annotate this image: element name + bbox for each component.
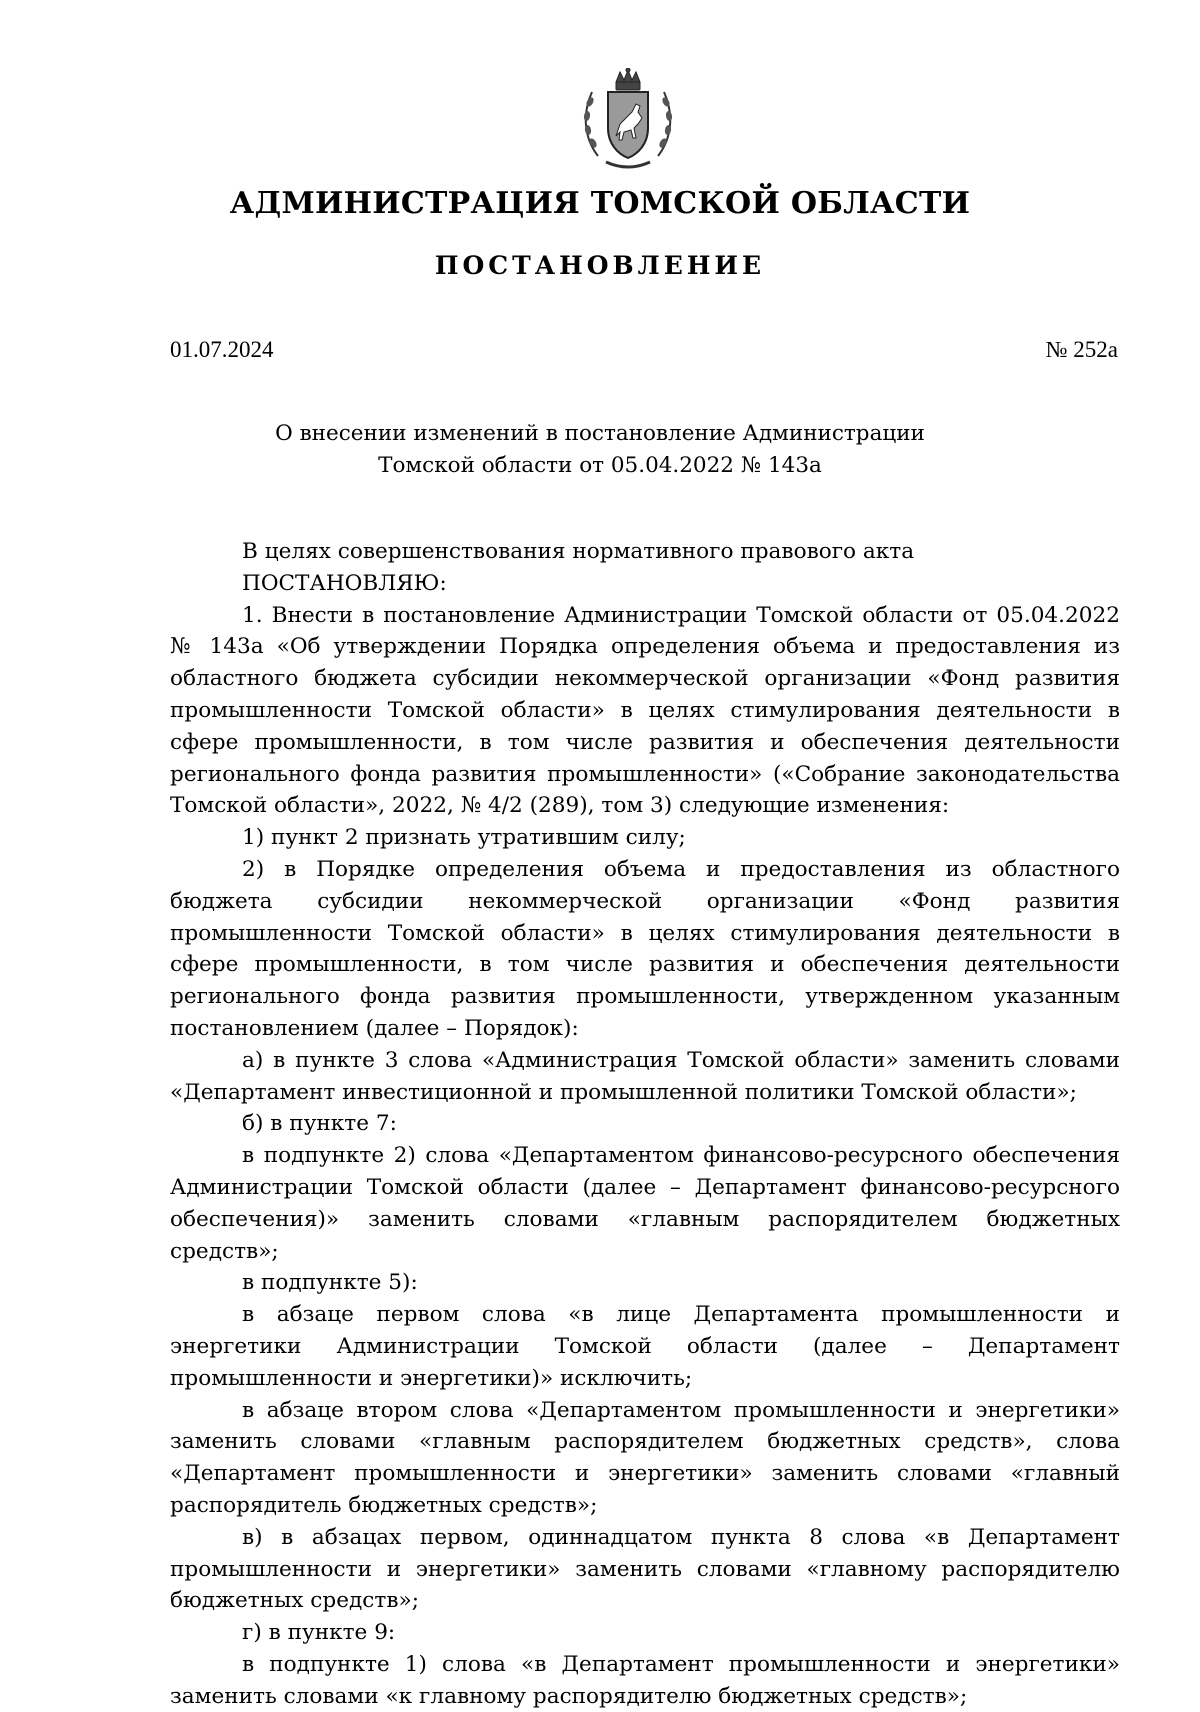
document-date: 01.07.2024 [170,337,274,362]
subject-line-2: Томской области от 05.04.2022 № 143а [378,453,822,478]
tomsk-coat-of-arms-icon [576,68,680,174]
organization-title: АДМИНИСТРАЦИЯ ТОМСКОЙ ОБЛАСТИ [229,186,971,221]
paragraph-abzac-1: в абзаце первом слова «в лице Департамента промышленности и энергетики Администрации Томской области (далее – Департамент промышленности и энергетики)» исключить; [170,1302,1120,1391]
paragraph-subitem-2: 2) в Порядке определения объема и предоставления из областного бюджета субсидии некоммерческой организации «Фонд развития промышленности Томской области» в целях стимулирования деятельности в сфере промышленности, в том числе развития и обеспечения деятельности регионального фонда развития промышленности, утвержденном указанным постановлением (далее – Порядок): [170,856,1120,1041]
paragraph-subitem-a: а) в пункте 3 слова «Администрация Томской области» заменить словами «Департамент инвестиционной и промышленной политики Томской области»; [170,1047,1120,1105]
paragraph-subitem-v: в) в абзацах первом, одиннадцатом пункта 8 слова «в Департамент промышленности и энергетики» заменить словами «главному распорядителю бюджетных средств»; [170,1524,1120,1614]
paragraph-subitem-b: б) в пункте 7: [242,1111,397,1137]
document-number: № 252а [1045,337,1118,362]
paragraph-item-1: 1. Внести в постановление Администрации Томской области от 05.04.2022 № 143а «Об утверждении Порядка определения объема и предоставления из областного бюджета субсидии некоммерческой организации «Фонд развития промышленности Томской области» в целях стимулирования деятельности в сфере промышленности, в том числе развития и обеспечения деятельности регионального фонда развития промышленности» («Собрание законодательства Томской области», 2022, № 4/2 (289), том 3) следующие изменения: [170,602,1120,819]
document-subject [0,418,1200,482]
paragraph-subitem-g: г) в пункте 9: [242,1620,396,1646]
paragraph-subpoint-2: в подпункте 2) слова «Департаментом финансово-ресурсного обеспечения Администрации Томской области (далее – Департамент финансово-ресурсного обеспечения)» заменить словами «главным распорядителем бюджетных средств»; [170,1143,1120,1264]
document-type: ПОСТАНОВЛЕНИЕ [434,251,766,280]
document-body [170,536,1120,1712]
paragraph-subpoint-1: в подпункте 1) слова «в Департамент промышленности и энергетики» заменить словами «к главному распорядителю бюджетных средств»; [170,1651,1120,1709]
paragraph-subitem-1: 1) пункт 2 признать утратившим силу; [242,825,686,851]
subject-line-1: О внесении изменений в постановление Администрации [275,421,925,446]
paragraph-abzac-2: в абзаце втором слова «Департаментом промышленности и энергетики» заменить словами «главным распорядителем бюджетных средств», слова «Департамент промышленности и энергетики» заменить словами «главный распорядитель бюджетных средств»; [170,1397,1120,1518]
paragraph-subpoint-5: в подпункте 5): [242,1270,418,1296]
paragraph-preamble: В целях совершенствования нормативного правового акта [242,539,915,564]
paragraph-postanovlyayu: ПОСТАНОВЛЯЮ: [242,570,447,596]
